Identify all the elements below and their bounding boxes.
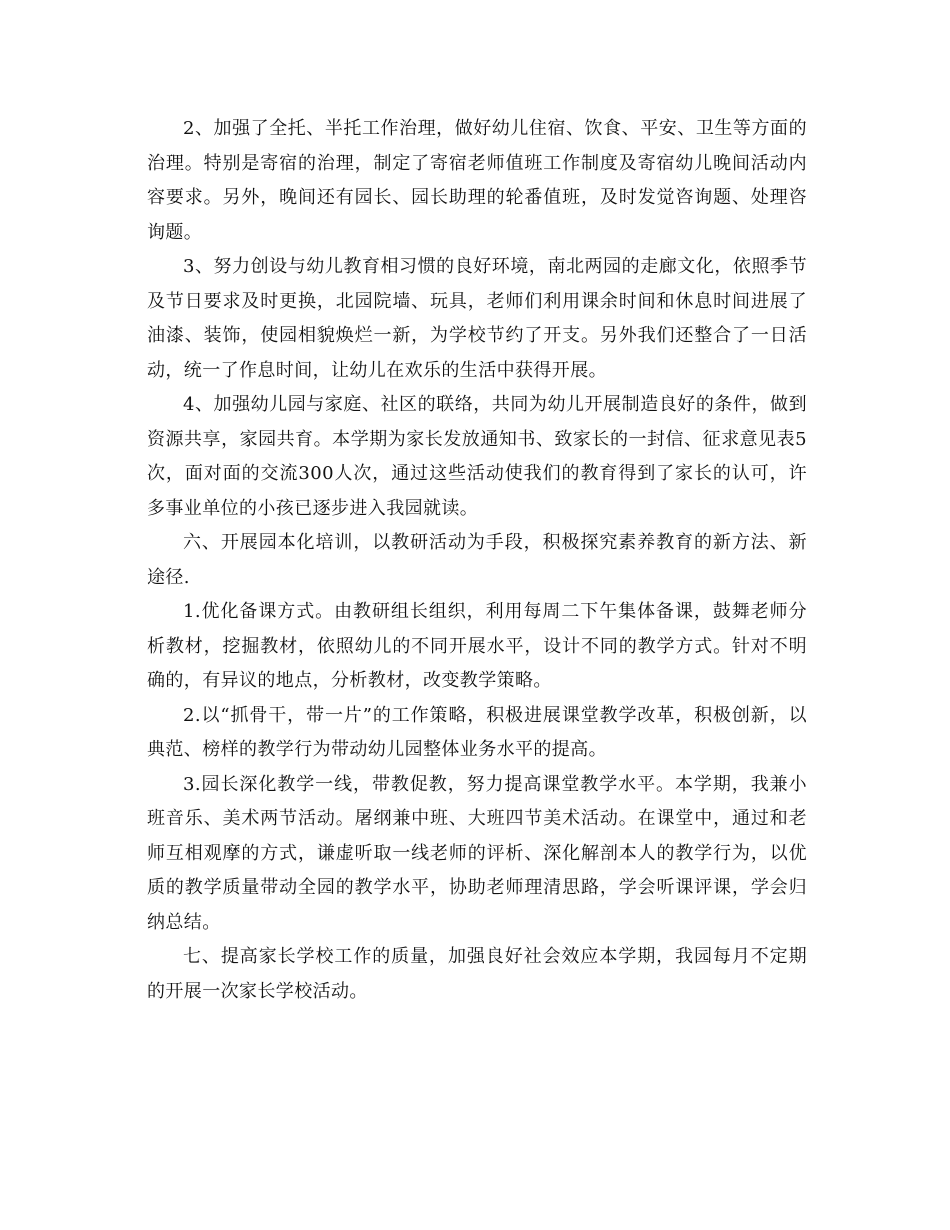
paragraph-subitem-2: 2.以“抓骨干，带一片”的工作策略，积极进展课堂教学改革，积极创新，以典范、榜样的教学行为带动幼儿园整体业务水平的提高。 (147, 704, 807, 760)
paragraph-subitem-3: 3.园长深化教学一线，带教促教，努力提高课堂教学水平。本学期，我兼小班音乐、美术两节活动。屠纲兼中班、大班四节美术活动。在课堂中，通过和老师互相观摩的方式，谦虚听取一线老师的评析、深化解剖本人的教学行为，以优质的教学质量带动全园的教学水平，协助老师理清思路，学会听课评课，学会归纳总结。 (147, 773, 807, 933)
section-heading-seven: 七、提高家长学校工作的质量，加强良好社会效应本学期，我园每月不定期的开展一次家长学校活动。 (147, 946, 807, 1002)
paragraph-item-2: 2、加强了全托、半托工作治理，做好幼儿住宿、饮食、平安、卫生等方面的治理。特别是寄宿的治理，制定了寄宿老师值班工作制度及寄宿幼儿晚间活动内容要求。另外，晚间还有园长、园长助理的轮番值班，及时发觉咨询题、处理咨询题。 (147, 118, 807, 243)
paragraph-subitem-1: 1.优化备课方式。由教研组长组织，利用每周二下午集体备课，鼓舞老师分析教材，挖掘教材，依照幼儿的不同开展水平，设计不同的教学方式。针对不明确的，有异议的地点，分析教材，改变教学策略。 (147, 601, 807, 691)
paragraph-item-3: 3、努力创设与幼儿教育相习惯的良好环境，南北两园的走廊文化，依照季节及节日要求及时更换，北园院墙、玩具，老师们利用课余时间和休息时间进展了油漆、装饰，使园相貌焕烂一新，为学校节约了开支。另外我们还整合了一日活动，统一了作息时间，让幼儿在欢乐的生活中获得开展。 (147, 256, 807, 381)
document-body (147, 112, 807, 1009)
paragraph-item-4: 4、加强幼儿园与家庭、社区的联络，共同为幼儿开展制造良好的条件，做到资源共享，家园共育。本学期为家长发放通知书、致家长的一封信、征求意见表5次，面对面的交流300人次，通过这些活动使我们的教育得到了家长的认可，许多事业单位的小孩已逐步进入我园就读。 (147, 394, 807, 519)
section-heading-six: 六、开展园本化培训，以教研活动为手段，积极探究素养教育的新方法、新途径. (147, 532, 807, 588)
